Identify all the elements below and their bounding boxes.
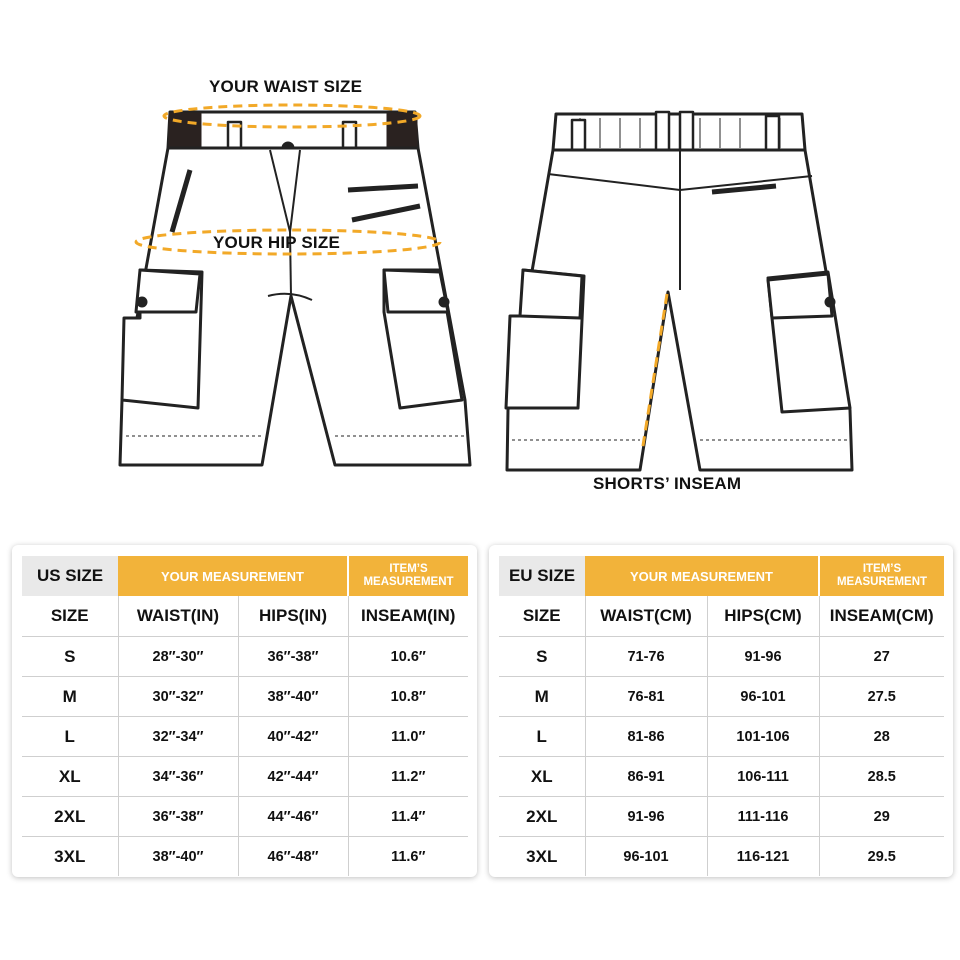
table-row bbox=[499, 677, 944, 717]
table-row bbox=[22, 757, 468, 797]
waist-cell: 96-101 bbox=[585, 837, 707, 877]
size-cell: M bbox=[499, 677, 585, 717]
us-size-title: US SIZE bbox=[22, 556, 118, 596]
inseam-cell: 29 bbox=[819, 797, 944, 837]
table-row bbox=[499, 717, 944, 757]
size-cell: XL bbox=[22, 757, 118, 797]
hips-cell: 106-111 bbox=[707, 757, 819, 797]
table-row bbox=[499, 637, 944, 677]
waist-cell: 34″-36″ bbox=[118, 757, 238, 797]
eu-col-hips: HIPS(CM) bbox=[707, 596, 819, 637]
table-row bbox=[499, 797, 944, 837]
inseam-cell: 28.5 bbox=[819, 757, 944, 797]
table-row bbox=[22, 677, 468, 717]
size-cell: S bbox=[22, 637, 118, 677]
hips-cell: 91-96 bbox=[707, 637, 819, 677]
us-col-inseam: INSEAM(IN) bbox=[348, 596, 468, 637]
eu-item-header-line2: MEASUREMENT bbox=[836, 576, 928, 588]
hips-cell: 101-106 bbox=[707, 717, 819, 757]
size-cell: S bbox=[499, 637, 585, 677]
inseam-label: SHORTS’ INSEAM bbox=[593, 474, 742, 493]
eu-size-table bbox=[499, 556, 944, 876]
eu-col-inseam: INSEAM(CM) bbox=[819, 596, 944, 637]
hips-cell: 46″-48″ bbox=[238, 837, 348, 877]
hips-cell: 96-101 bbox=[707, 677, 819, 717]
us-size-card bbox=[12, 545, 477, 877]
table-row bbox=[499, 757, 944, 797]
waist-cell: 81-86 bbox=[585, 717, 707, 757]
eu-your-measurement-header: YOUR MEASUREMENT bbox=[585, 556, 819, 596]
us-size-table bbox=[22, 556, 468, 876]
table-row bbox=[22, 797, 468, 837]
size-cell: 3XL bbox=[54, 846, 86, 866]
us-your-measurement-header: YOUR MEASUREMENT bbox=[118, 556, 348, 596]
inseam-cell: 11.4″ bbox=[348, 797, 468, 837]
waist-cell: 76-81 bbox=[585, 677, 707, 717]
eu-item-measurement-header bbox=[819, 556, 944, 596]
us-col-hips: HIPS(IN) bbox=[238, 596, 348, 637]
size-cell: M bbox=[22, 677, 118, 717]
inseam-cell: 11.6″ bbox=[348, 837, 468, 877]
front-shorts-illustration bbox=[120, 112, 470, 465]
table-row bbox=[22, 717, 468, 757]
inseam-cell: 10.6″ bbox=[348, 637, 468, 677]
inseam-cell: 11.2″ bbox=[348, 757, 468, 797]
size-cell: 2XL bbox=[499, 797, 585, 837]
waist-cell: 30″-32″ bbox=[118, 677, 238, 717]
inseam-cell: 27.5 bbox=[819, 677, 944, 717]
size-cell: L bbox=[22, 717, 118, 757]
hips-cell: 42″-44″ bbox=[238, 757, 348, 797]
eu-item-header-line1: ITEM’S bbox=[862, 563, 902, 575]
eu-size-title: EU SIZE bbox=[499, 556, 585, 596]
eu-col-waist: WAIST(CM) bbox=[585, 596, 707, 637]
table-row bbox=[499, 837, 944, 877]
us-item-measurement-header bbox=[348, 556, 468, 596]
waist-cell: 36″-38″ bbox=[118, 797, 238, 837]
hips-cell: 111-116 bbox=[707, 797, 819, 837]
table-row bbox=[22, 637, 468, 677]
hips-cell: 44″-46″ bbox=[238, 797, 348, 837]
hips-cell: 116-121 bbox=[707, 837, 819, 877]
hips-cell: 36″-38″ bbox=[238, 637, 348, 677]
inseam-cell: 10.8″ bbox=[348, 677, 468, 717]
hips-cell: 38″-40″ bbox=[238, 677, 348, 717]
inseam-cell: 29.5 bbox=[819, 837, 944, 877]
us-item-header-line1: ITEM’S bbox=[389, 563, 428, 575]
size-cell: 3XL bbox=[526, 846, 558, 866]
inseam-cell: 28 bbox=[819, 717, 944, 757]
table-row bbox=[22, 837, 468, 877]
waist-cell: 38″-40″ bbox=[118, 837, 238, 877]
us-item-header-line2: MEASUREMENT bbox=[363, 576, 454, 588]
us-col-size: SIZE bbox=[22, 596, 118, 637]
hip-size-label: YOUR HIP SIZE bbox=[213, 233, 340, 252]
hips-cell: 40″-42″ bbox=[238, 717, 348, 757]
waist-cell: 86-91 bbox=[585, 757, 707, 797]
us-col-waist: WAIST(IN) bbox=[118, 596, 238, 637]
waist-cell: 71-76 bbox=[585, 637, 707, 677]
back-shorts-illustration bbox=[506, 112, 852, 470]
waist-cell: 28″-30″ bbox=[118, 637, 238, 677]
waist-cell: 91-96 bbox=[585, 797, 707, 837]
size-cell: 2XL bbox=[22, 797, 118, 837]
inseam-cell: 27 bbox=[819, 637, 944, 677]
waist-cell: 32″-34″ bbox=[118, 717, 238, 757]
size-cell: XL bbox=[499, 757, 585, 797]
inseam-cell: 11.0″ bbox=[348, 717, 468, 757]
size-cell: L bbox=[499, 717, 585, 757]
waist-size-label: YOUR WAIST SIZE bbox=[209, 77, 363, 96]
eu-size-card bbox=[489, 545, 953, 877]
eu-col-size: SIZE bbox=[499, 596, 585, 637]
